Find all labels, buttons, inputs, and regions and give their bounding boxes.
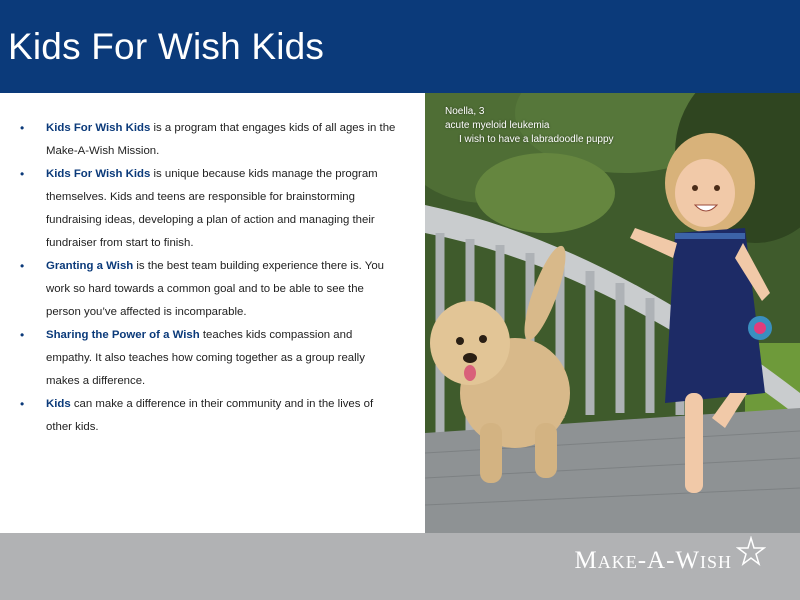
bullet-text: is a program that engages kids of all ages in the Make-A-Wish Mission. (46, 122, 396, 157)
bullet-keyword: Sharing the Power of a Wish (46, 329, 200, 341)
photo-caption (445, 105, 614, 147)
bullet-keyword: Kids For Wish Kids (46, 122, 151, 134)
logo-text: Make-A-Wish (574, 547, 732, 574)
title-bar (0, 0, 800, 93)
bullet-list (20, 117, 400, 439)
bullet-text: is the best team building experience there is. You work so hard towards a common goal and to be able to see the person you’ve affected is incomparable. (46, 260, 384, 318)
star-icon (736, 536, 766, 566)
caption-diagnosis: acute myeloid leukemia (445, 120, 550, 131)
bullet-item (20, 324, 400, 393)
bullet-text: is unique because kids manage the program themselves. Kids and teens are responsible for brainstorming fundraising ideas, developing a plan of action and managing their fundraiser from start to finish. (46, 168, 378, 249)
caption-wish: I wish to have a labradoodle puppy (459, 134, 614, 145)
make-a-wish-logo (574, 547, 766, 575)
bullet-text: can make a difference in their community and in the lives of other kids. (46, 398, 374, 433)
bullet-keyword: Kids (46, 398, 71, 410)
bullet-item (20, 117, 400, 163)
bullet-item (20, 163, 400, 255)
slide-title: Kids For Wish Kids (8, 26, 325, 67)
bullet-item (20, 393, 400, 439)
footer-bar (0, 533, 800, 600)
caption-name: Noella, 3 (445, 106, 485, 117)
bullet-item (20, 255, 400, 324)
bullet-text: teaches kids compassion and empathy. It also teaches how coming together as a group really makes a difference. (46, 329, 365, 387)
bullet-keyword: Kids For Wish Kids (46, 168, 151, 180)
photo-illustration (425, 93, 800, 533)
photo-girl-with-dog (425, 93, 800, 533)
bullet-keyword: Granting a Wish (46, 260, 134, 272)
